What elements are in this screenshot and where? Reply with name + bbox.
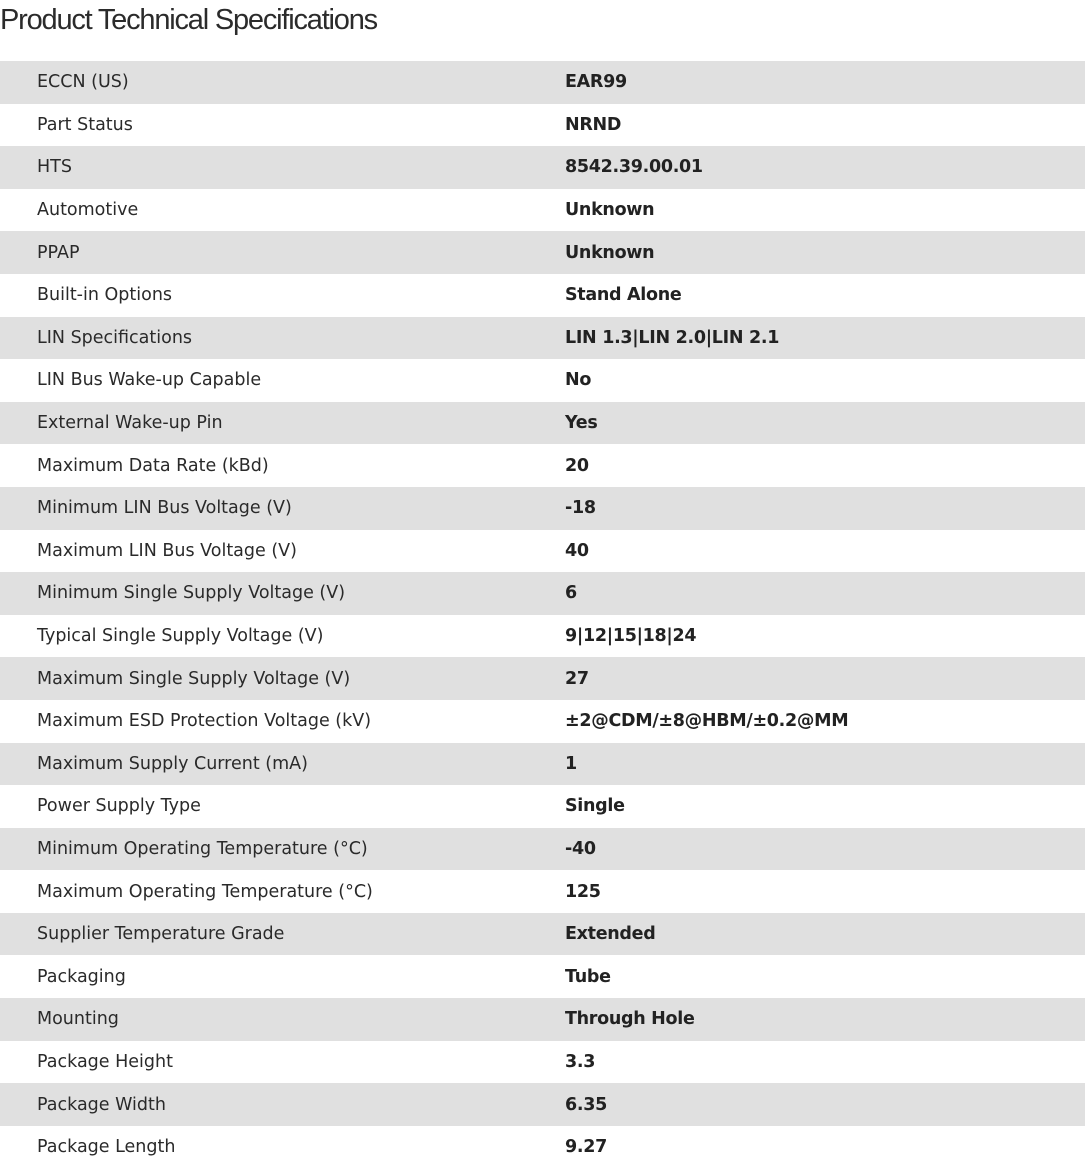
spec-label: Built-in Options [37,285,173,306]
spec-label: Maximum Single Supply Voltage (V) [37,668,351,689]
spec-label: Mounting [37,1009,119,1030]
spec-label: HTS [37,157,72,178]
spec-label: Maximum Data Rate (kBd) [37,455,269,476]
spec-label: ECCN (US) [37,72,129,93]
spec-value: 6.35 [565,1094,607,1115]
spec-value: 6 [565,583,577,604]
spec-value: -40 [565,838,596,859]
spec-row-max-supply-current [0,743,1085,786]
spec-row-package-height [0,1041,1085,1084]
spec-label: Maximum Operating Temperature (°C) [37,881,373,902]
spec-row-mounting [0,998,1085,1041]
spec-label: LIN Bus Wake-up Capable [37,370,262,391]
spec-row-max-lin-bus-voltage [0,530,1085,573]
spec-row-built-in-options [0,274,1085,317]
spec-label: PPAP [37,242,80,263]
spec-label: External Wake-up Pin [37,413,223,434]
spec-row-max-operating-temperature [0,870,1085,913]
spec-row-min-single-supply-voltage [0,572,1085,615]
spec-value: 9.27 [565,1137,607,1158]
spec-label: Minimum Operating Temperature (°C) [37,838,368,859]
spec-row-external-wake-up-pin [0,402,1085,445]
spec-row-package-width [0,1083,1085,1126]
spec-label: Package Width [37,1094,166,1115]
spec-value: Unknown [565,200,655,221]
spec-row-hts [0,146,1085,189]
spec-label: Maximum ESD Protection Voltage (kV) [37,711,372,732]
spec-row-supplier-temperature-grade [0,913,1085,956]
spec-row-lin-specifications [0,317,1085,360]
spec-label: Typical Single Supply Voltage (V) [37,626,324,647]
spec-value: Unknown [565,242,655,263]
spec-label: Supplier Temperature Grade [37,924,285,945]
spec-row-typ-single-supply-voltage [0,615,1085,658]
spec-label: Part Status [37,114,133,135]
spec-value: Through Hole [565,1009,695,1030]
spec-value: 125 [565,881,601,902]
spec-label: Package Height [37,1051,173,1072]
spec-value: 3.3 [565,1051,596,1072]
spec-value: 1 [565,753,577,774]
spec-label: Maximum Supply Current (mA) [37,753,308,774]
spec-row-package-length [0,1126,1085,1168]
spec-value: 9|12|15|18|24 [565,626,697,647]
spec-label: LIN Specifications [37,327,193,348]
spec-label: Power Supply Type [37,796,201,817]
spec-value: 40 [565,540,589,561]
spec-label: Maximum LIN Bus Voltage (V) [37,540,297,561]
spec-row-part-status [0,104,1085,147]
spec-value: -18 [565,498,596,519]
spec-value: Single [565,796,625,817]
spec-label: Package Length [37,1137,176,1158]
spec-row-max-single-supply-voltage [0,657,1085,700]
spec-value: NRND [565,114,622,135]
spec-label: Automotive [37,200,139,221]
spec-row-max-data-rate [0,444,1085,487]
spec-row-min-lin-bus-voltage [0,487,1085,530]
spec-row-lin-bus-wake-up [0,359,1085,402]
spec-row-power-supply-type [0,785,1085,828]
spec-row-max-esd-protection-voltage [0,700,1085,743]
page-title: Product Technical Specifications [0,4,377,36]
spec-label: Packaging [37,966,126,987]
spec-value: 27 [565,668,589,689]
spec-row-automotive [0,189,1085,232]
spec-value: No [565,370,592,391]
spec-value: LIN 1.3|LIN 2.0|LIN 2.1 [565,327,780,348]
spec-value: Yes [565,413,598,434]
spec-row-min-operating-temperature [0,828,1085,871]
spec-value: 8542.39.00.01 [565,157,703,178]
spec-value: EAR99 [565,72,627,93]
spec-value: Extended [565,924,656,945]
spec-row-ppap [0,231,1085,274]
spec-label: Minimum LIN Bus Voltage (V) [37,498,292,519]
spec-label: Minimum Single Supply Voltage (V) [37,583,346,604]
spec-row-eccn [0,61,1085,104]
spec-row-packaging [0,955,1085,998]
spec-value: 20 [565,455,589,476]
spec-value: Tube [565,966,611,987]
spec-value: ±2@CDM/±8@HBM/±0.2@MM [565,711,849,732]
spec-table [0,61,1085,1168]
spec-value: Stand Alone [565,285,682,306]
